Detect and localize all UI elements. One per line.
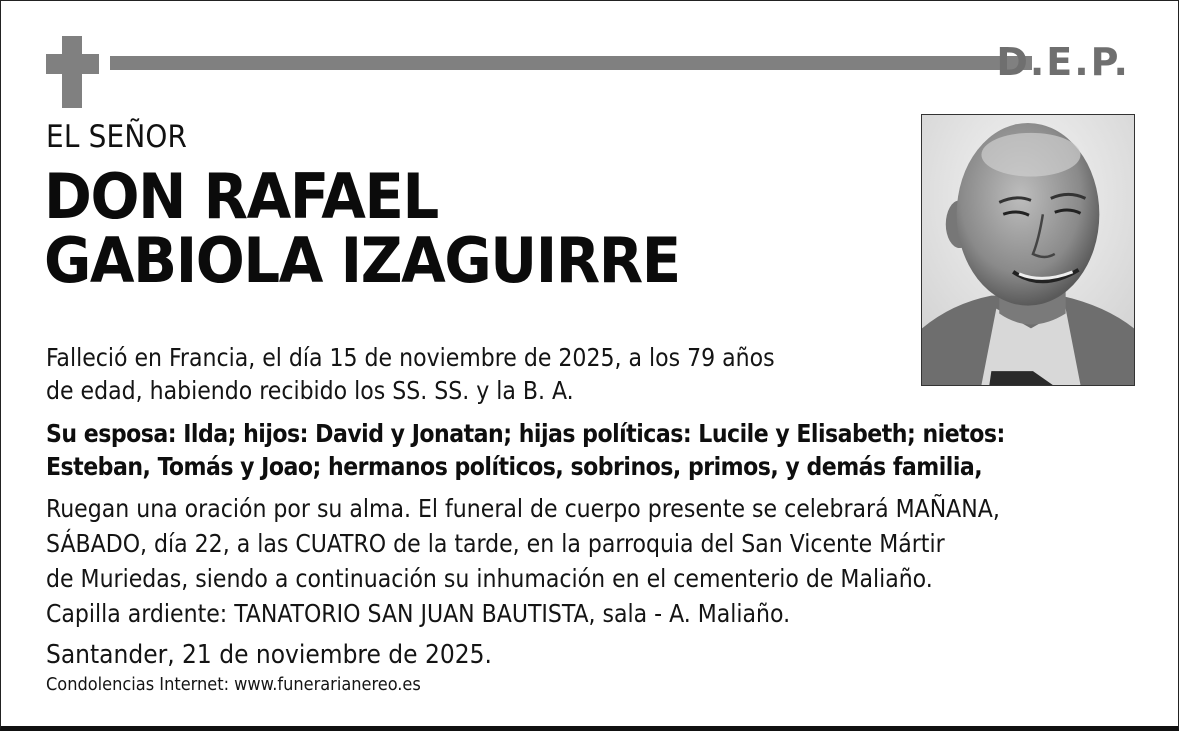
place-date: Santander, 21 de noviembre de 2025. [46, 640, 492, 670]
death-notice-line: Falleció en Francia, el día 15 de noviembre de 2025, a los 79 años [46, 343, 775, 372]
funeral-line: SÁBADO, día 22, a las CUATRO de la tarde, en la parroquia del San Vicente Mártir [46, 529, 945, 558]
name-line-1: DON RAFAEL [44, 160, 438, 233]
funeral-details [46, 491, 1146, 631]
family-list [46, 417, 1146, 483]
funeral-line: de Muriedas, siendo a continuación su inhumación en el cementerio de Maliaño. [46, 564, 933, 593]
deceased-name [44, 160, 680, 297]
family-line: Esteban, Tomás y Joao; hermanos políticos, sobrinos, primos, y demás familia, [46, 452, 983, 481]
death-notice-line: de edad, habiendo recibido los SS. SS. y la B. A. [46, 376, 574, 405]
header-rule [110, 56, 1032, 70]
family-line: Su esposa: Ilda; hijos: David y Jonatan; hijas políticas: Lucile y Elisabeth; nietos: [46, 419, 1005, 448]
portrait-photo [921, 114, 1135, 386]
funeral-line: Capilla ardiente: TANATORIO SAN JUAN BAUTISTA, sala - A. Maliaño. [46, 599, 791, 628]
death-notice [46, 341, 906, 407]
honorific: EL SEÑOR [46, 119, 188, 155]
funeral-line: Ruegan una oración por su alma. El funeral de cuerpo presente se celebrará MAÑANA, [46, 494, 1000, 523]
dep-label: D.E.P. [996, 40, 1130, 84]
name-line-2: GABIOLA IZAGUIRRE [44, 224, 680, 297]
header-band [46, 36, 1132, 108]
condolences-web: Condolencias Internet: www.funerarianereo.es [46, 674, 421, 695]
